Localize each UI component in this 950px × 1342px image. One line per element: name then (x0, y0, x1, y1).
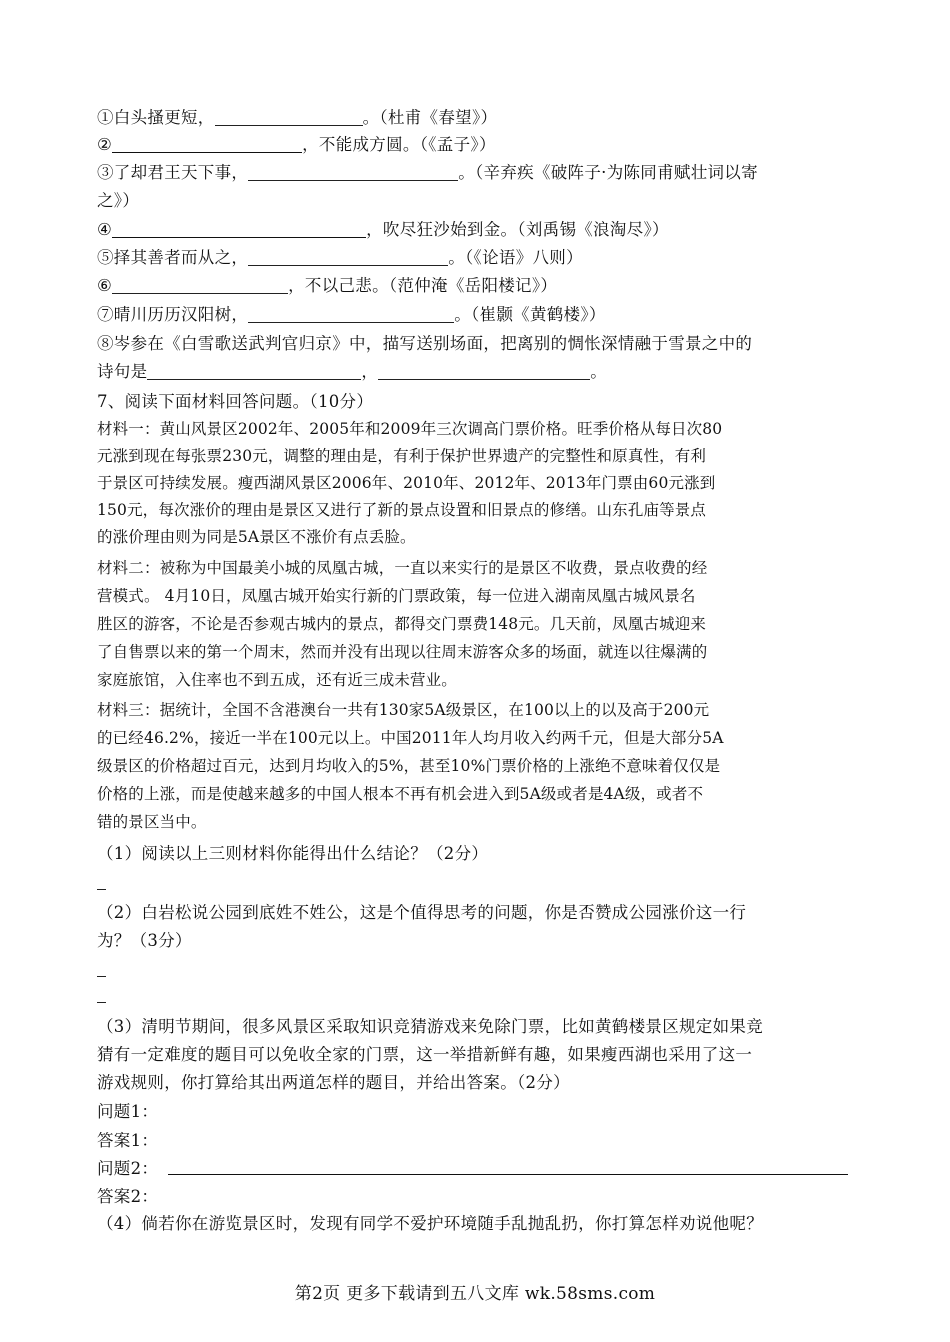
poem-3-source-cont: 之》） (97, 191, 140, 210)
poem-line-8 (97, 333, 857, 355)
material-2-line: 胜区的游客，不论是否参观古城内的景点，都得交门票费148元。几天前，凤凰古城迎来 (97, 615, 707, 633)
poem-2-source: ，不能成方圆。（《孟子》） (302, 135, 496, 154)
poem-8-prefix: 诗句是 (97, 362, 148, 381)
poem-line-7 (97, 304, 857, 326)
poem-3-source: 。（辛弃疾《破阵子·为陈同甫赋壮词以寄 (458, 163, 758, 182)
material-3-line: 级景区的价格超过百元，达到月均收入的5%，甚至10%门票价格的上涨绝不意味着仅仅是 (97, 757, 721, 775)
answer-blank[interactable] (378, 363, 590, 380)
question-2-label: 问题2： (97, 1159, 159, 1178)
sub-question-3-line: 猜有一定难度的题目可以免收全家的门票，这一举措新鲜有趣，如果瘦西湖也采用了这一 (97, 1045, 753, 1064)
material-3-line: 材料三：据统计，全国不含港澳台一共有130家5A级景区，在100以上的以及高于200元 (97, 701, 710, 719)
material-1-line: 的涨价理由则为同是5A景区不涨价有点丢脸。 (97, 528, 416, 546)
material-1-line: 材料一：黄山风景区2002年、2005年和2009年三次调高门票价格。旺季价格从每日次80 (97, 420, 723, 438)
poem-line-5 (97, 247, 857, 269)
answer-blank[interactable] (248, 249, 448, 266)
answer-2-label: 答案2： (97, 1187, 159, 1206)
question-2-answer-line[interactable] (168, 1174, 848, 1175)
answer-blank[interactable] (112, 277, 288, 294)
material-2-line: 营模式。 4月10日，凤凰古城开始实行新的门票政策，每一位进入湖南凤凰古城风景名 (97, 587, 696, 605)
poem-6-source: ，不以己悲。（范仲淹《岳阳楼记》） (288, 276, 558, 295)
poem-line-8-answer (97, 361, 857, 383)
material-2-line: 了自售票以来的第一个周末，然而并没有出现以往周末游客众多的场面，就连以往爆满的 (97, 643, 708, 661)
poem-8-end: 。 (590, 362, 608, 381)
poem-line-4 (97, 219, 857, 241)
poem-1-prefix: ①白头搔更短， (97, 108, 215, 127)
poem-line-3-cont (97, 190, 857, 212)
sub-question-1: （1）阅读以上三则材料你能得出什么结论？（2分） (97, 844, 489, 863)
question-1-label: 问题1： (97, 1102, 159, 1121)
poem-8-separator: ， (361, 362, 379, 381)
poem-line-6 (97, 275, 857, 297)
sub-question-2-line: 为？（3分） (97, 931, 192, 950)
poem-3-prefix: ③了却君王天下事， (97, 163, 249, 182)
poem-5-source: 。（《论语》八则） (448, 248, 583, 267)
answer-1-label: 答案1： (97, 1131, 159, 1150)
answer-blank[interactable] (147, 363, 361, 380)
poem-line-3 (97, 162, 857, 184)
sub-question-4: （4）倘若你在游览景区时，发现有同学不爱护环境随手乱抛乱扔，你打算怎样劝说他呢？ (97, 1214, 763, 1233)
poem-7-prefix: ⑦晴川历历汉阳树， (97, 305, 249, 324)
material-3-line: 错的景区当中。 (97, 813, 207, 831)
sub-question-3-line: 游戏规则，你打算给其出两道怎样的题目，并给出答案。（2分） (97, 1073, 570, 1092)
answer-blank[interactable] (215, 109, 363, 126)
answer-blank[interactable] (248, 306, 454, 323)
answer-blank[interactable] (248, 164, 458, 181)
poem-5-prefix: ⑤择其善者而从之， (97, 248, 249, 267)
material-2-line: 材料二：被称为中国最美小城的凤凰古城，一直以来实行的是景区不收费，景点收费的经 (97, 559, 708, 577)
page-footer: 第2页 更多下载请到五八文库 wk.58sms.com (294, 1284, 656, 1304)
poem-6-prefix: ⑥ (97, 276, 113, 295)
material-3-line: 价格的上涨，而是使越来越多的中国人根本不再有机会进入到5A级或者是4A级，或者不 (97, 785, 704, 803)
answer-blank[interactable] (112, 136, 302, 153)
material-2-line: 家庭旅馆，入住率也不到五成，还有近三成未营业。 (97, 671, 457, 689)
poem-line-1 (97, 107, 857, 129)
sub-question-3-line: （3）清明节期间，很多风景区采取知识竞猜游戏来免除门票，比如黄鹤楼景区规定如果竞 (97, 1017, 763, 1036)
poem-1-source: 。（杜甫《春望》） (362, 108, 498, 127)
poem-2-prefix: ② (97, 135, 113, 154)
answer-blank[interactable] (112, 221, 366, 238)
poem-4-source: ，吹尽狂沙始到金。（刘禹锡《浪淘尽》） (366, 220, 669, 239)
poem-4-prefix: ④ (97, 220, 113, 239)
sub-question-2-line: （2）白岩松说公园到底姓不姓公，这是个值得思考的问题，你是否赞成公园涨价这一行 (97, 903, 747, 922)
answer-dash[interactable] (97, 889, 106, 890)
material-1-line: 于景区可持续发展。瘦西湖风景区2006年、2010年、2012年、2013年门票由60元涨到 (97, 474, 716, 492)
poem-7-source: 。（崔颢《黄鹤楼》） (454, 305, 606, 324)
poem-8-prompt: ⑧岑参在《白雪歌送武判官归京》中，描写送别场面，把离别的惆怅深情融于雪景之中的 (97, 334, 753, 353)
answer-dash[interactable] (97, 976, 106, 977)
material-1-line: 元涨到现在每张票230元，调整的理由是，有利于保护世界遗产的完整性和原真性，有利 (97, 447, 707, 465)
material-1-line: 150元，每次涨价的理由是景区又进行了新的景点设置和旧景点的修缮。山东孔庙等景点 (97, 501, 707, 519)
answer-dash[interactable] (97, 1002, 106, 1003)
question-7-title: 7、阅读下面材料回答问题。（10分） (97, 392, 374, 411)
material-3-line: 的已经46.2%，接近一半在100元以上。中国2011年人均月收入约两千元，但是大部分5A (97, 729, 724, 747)
poem-line-2 (97, 134, 857, 156)
